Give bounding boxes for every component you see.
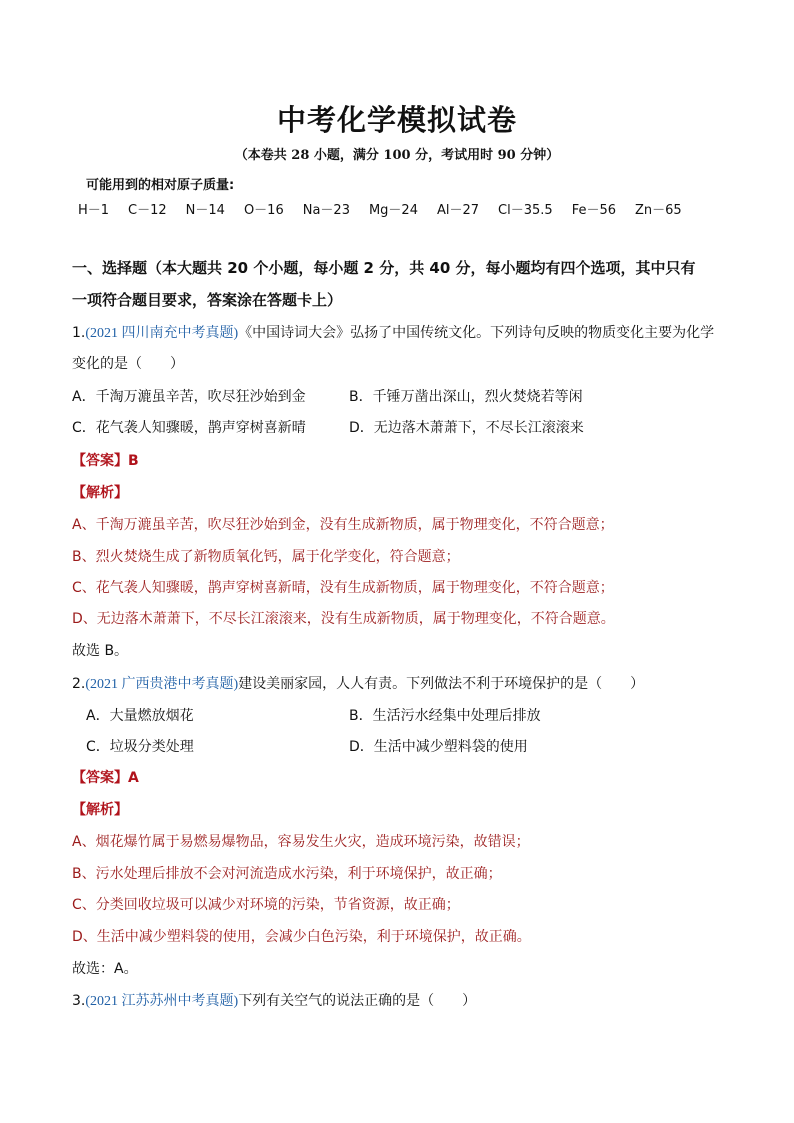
question-2-analysis-b: B、污水处理后排放不会对河流造成水污染，利于环境保护，故正确；	[72, 866, 502, 882]
question-2-option-b: B．生活污水经集中处理后排放	[349, 708, 541, 724]
question-2-analysis-d: D、生活中减少塑料袋的使用，会减少白色污染，利于环境保护，故正确。	[72, 929, 531, 945]
atomic-mass-item: Na－23	[302, 203, 350, 218]
question-1-analysis-b: B、烈火焚烧生成了新物质氧化钙，属于化学变化，符合题意；	[72, 549, 460, 565]
question-text: 《中国诗词大会》弘扬了中国传统文化。下列诗句反映的物质变化主要为化学	[238, 325, 715, 341]
question-number: 2.	[72, 676, 86, 692]
question-1-analysis-d: D、无边落木萧萧下，不尽长江滚滚来，没有生成新物质，属于物理变化，不符合题意。	[72, 611, 615, 627]
atomic-mass-item: N－14	[185, 203, 225, 218]
section-heading-line: 一、选择题（本大题共 20 个小题，每小题 2 分，共 40 分，每小题均有四个选项，其中只有	[72, 259, 696, 277]
atomic-mass-item: C－12	[128, 203, 167, 218]
question-text: 下列有关空气的说法正确的是（ ）	[238, 993, 477, 1009]
question-1-stem-cont: 变化的是（ ）	[72, 356, 184, 372]
question-2-option-a: A．大量燃放烟花	[86, 708, 194, 724]
atomic-mass-item: Zn－65	[635, 203, 682, 218]
question-2-option-d: D．生活中减少塑料袋的使用	[349, 739, 528, 755]
question-source: (2021 四川南充中考真题)	[85, 326, 239, 341]
question-2-analysis-a: A、烟花爆竹属于易燃易爆物品，容易发生火灾，造成环境污染，故错误；	[72, 834, 530, 850]
question-2-analysis-c: C、分类回收垃圾可以减少对环境的污染，节省资源，故正确；	[72, 897, 460, 913]
atomic-mass-label: 可能用到的相对原子质量:	[86, 178, 235, 193]
atomic-mass-item: Cl－35.5	[498, 203, 553, 218]
question-1-stem	[72, 322, 714, 342]
question-1-option-b: B．千锤万凿出深山，烈火焚烧若等闲	[349, 389, 583, 405]
question-source: (2021 江苏苏州中考真题)	[85, 994, 239, 1009]
atomic-mass-list	[78, 199, 701, 218]
question-2-choice: 故选：A。	[72, 961, 138, 977]
question-1-option-a: A．千淘万漉虽辛苦，吹尽狂沙始到金	[72, 389, 306, 405]
question-number: 1.	[72, 325, 86, 341]
question-2-answer: 【答案】A	[72, 770, 139, 786]
atomic-mass-item: O－16	[243, 203, 284, 218]
exam-subtitle: （本卷共 28 小题，满分 100 分，考试用时 90 分钟）	[234, 148, 560, 163]
question-3-stem	[72, 990, 476, 1010]
question-number: 3.	[72, 993, 86, 1009]
section-heading-line: 一项符合题目要求，答案涂在答题卡上）	[72, 291, 343, 309]
question-text: 建设美丽家园，人人有责。下列做法不利于环境保护的是（ ）	[238, 676, 645, 692]
question-source: (2021 广西贵港中考真题)	[85, 677, 239, 692]
question-2-option-c: C．垃圾分类处理	[86, 739, 194, 755]
question-2-stem	[72, 673, 644, 693]
question-1-analysis-a: A、千淘万漉虽辛苦，吹尽狂沙始到金，没有生成新物质，属于物理变化，不符合题意；	[72, 517, 614, 533]
atomic-mass-item: H－1	[78, 203, 110, 218]
question-1-answer: 【答案】B	[72, 453, 139, 469]
atomic-mass-item: Mg－24	[368, 203, 418, 218]
question-1-choice: 故选 B。	[72, 643, 129, 659]
question-1-option-d: D．无边落木萧萧下，不尽长江滚滚来	[349, 420, 584, 436]
atomic-mass-item: Al－27	[436, 203, 480, 218]
section-heading	[72, 252, 724, 316]
question-2-analysis-label: 【解析】	[72, 802, 128, 818]
atomic-mass-item: Fe－56	[571, 203, 616, 218]
question-1-analysis-c: C、花气袭人知骤暖，鹊声穿树喜新晴，没有生成新物质，属于物理变化，不符合题意；	[72, 580, 614, 596]
question-1-option-c: C．花气袭人知骤暖，鹊声穿树喜新晴	[72, 420, 306, 436]
question-1-analysis-label: 【解析】	[72, 485, 128, 501]
exam-title: 中考化学模拟试卷	[276, 103, 517, 137]
